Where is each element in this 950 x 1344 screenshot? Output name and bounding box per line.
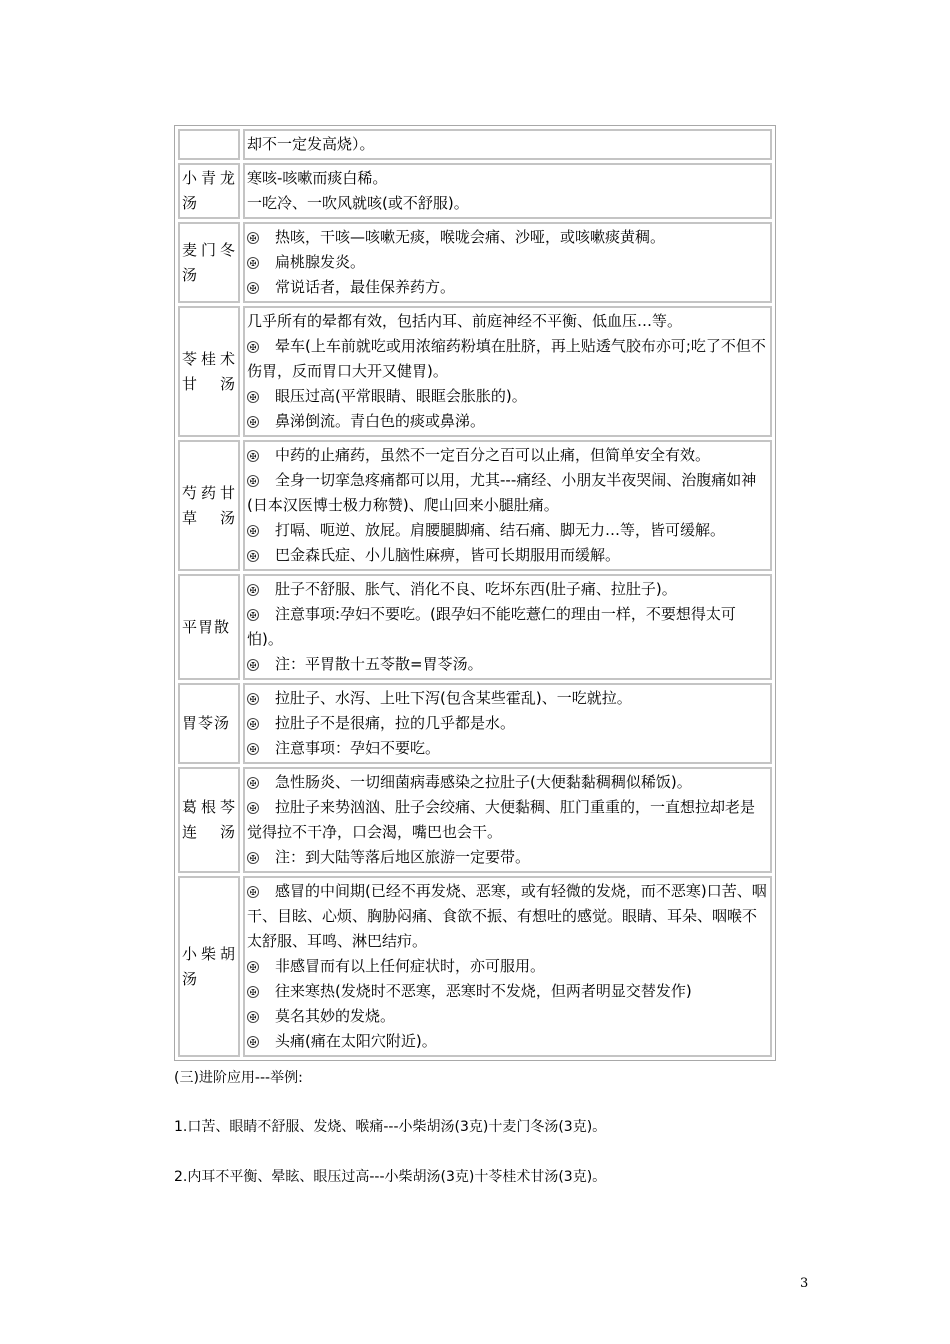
description-line: [247, 468, 768, 518]
description-text: 却不一定发高烧）。: [247, 135, 375, 153]
herb-name-cell: [178, 876, 240, 1057]
clock-bullet-icon: ✠: [247, 961, 259, 973]
description-line: [247, 711, 768, 736]
description-line: [247, 275, 768, 300]
description-line: [247, 879, 768, 954]
clock-bullet-icon: ✠: [247, 584, 259, 596]
herb-table-body: [178, 129, 772, 1057]
table-row: [178, 129, 772, 160]
description-line: [247, 686, 768, 711]
herb-name-cell: [178, 129, 240, 160]
description-text: 非感冒而有以上任何症状时，亦可服用。: [275, 957, 546, 975]
clock-bullet-icon: ✠: [247, 282, 259, 294]
description-line: [247, 954, 768, 979]
description-line: [247, 577, 768, 602]
description-text: 中药的止痛药，虽然不一定百分之百可以止痛，但简单安全有效。: [275, 446, 711, 464]
description-line: [247, 652, 768, 677]
description-text: 注：到大陆等落后地区旅游一定要带。: [275, 848, 531, 866]
description-line: [247, 736, 768, 761]
description-text: 打嗝、呃逆、放屁。肩腰腿脚痛、结石痛、脚无力…等，皆可缓解。: [275, 521, 726, 539]
clock-bullet-icon: ✠: [247, 886, 259, 898]
description-text: 注意事项:孕妇不要吃。(跟孕妇不能吃薏仁的理由一样，不要想得太可怕)。: [247, 605, 736, 648]
table-row: [178, 222, 772, 303]
table-row: [178, 574, 772, 680]
section-heading: (三)进阶应用---举例:: [174, 1070, 303, 1086]
description-line: [247, 770, 768, 795]
description-text: 扁桃腺发炎。: [275, 253, 366, 271]
description-line: [247, 225, 768, 250]
description-line: [247, 191, 768, 216]
herb-name: 小青龙汤: [182, 169, 236, 212]
description-text: 眼压过高(平常眼睛、眼眶会胀胀的)。: [275, 387, 527, 405]
description-line: [247, 543, 768, 568]
herb-description-cell: [243, 767, 772, 873]
description-text: 几乎所有的晕都有效，包括内耳、前庭神经不平衡、低血压…等。: [247, 312, 683, 330]
herb-name-cell: [178, 163, 240, 219]
description-text: 寒咳-咳嗽而痰白稀。: [247, 169, 388, 187]
clock-bullet-icon: ✠: [247, 802, 259, 814]
description-line: [247, 845, 768, 870]
description-line: [247, 334, 768, 384]
table-row: [178, 876, 772, 1057]
clock-bullet-icon: ✠: [247, 475, 259, 487]
clock-bullet-icon: ✠: [247, 743, 259, 755]
description-text: 晕车(上车前就吃或用浓缩药粉填在肚脐，再上贴透气胶布亦可;吃了不但不伤胃，反而胃口大开又健胃)。: [247, 337, 766, 380]
description-text: 莫名其妙的发烧。: [275, 1007, 396, 1025]
clock-bullet-icon: ✠: [247, 391, 259, 403]
clock-bullet-icon: ✠: [247, 1011, 259, 1023]
description-line: [247, 250, 768, 275]
description-text: 一吃冷、一吹风就咳(或不舒服)。: [247, 194, 469, 212]
herb-description-cell: [243, 683, 772, 764]
herb-name-cell: [178, 440, 240, 571]
clock-bullet-icon: ✠: [247, 232, 259, 244]
clock-bullet-icon: ✠: [247, 777, 259, 789]
description-line: [247, 166, 768, 191]
clock-bullet-icon: ✠: [247, 257, 259, 269]
herb-name-cell: [178, 574, 240, 680]
example-1: 1.口苦、眼睛不舒服、发烧、喉痛---小柴胡汤(3克)十麦门冬汤(3克)。: [174, 1119, 607, 1135]
description-text: 拉肚子来势汹汹、肚子会绞痛、大便黏稠、肛门重重的，一直想拉却老是觉得拉不干净，口会渴，嘴巴也会干。: [247, 798, 756, 841]
description-line: [247, 795, 768, 845]
herb-description-cell: [243, 440, 772, 571]
description-text: 拉肚子不是很痛，拉的几乎都是水。: [275, 714, 516, 732]
clock-bullet-icon: ✠: [247, 852, 259, 864]
clock-bullet-icon: ✠: [247, 450, 259, 462]
herb-name: 葛根芩连汤: [182, 798, 236, 841]
clock-bullet-icon: ✠: [247, 718, 259, 730]
herb-description-cell: [243, 222, 772, 303]
herb-description-cell: [243, 306, 772, 437]
description-text: 头痛(痛在太阳穴附近)。: [275, 1032, 437, 1050]
clock-bullet-icon: ✠: [247, 659, 259, 671]
clock-bullet-icon: ✠: [247, 1036, 259, 1048]
description-line: [247, 602, 768, 652]
clock-bullet-icon: ✠: [247, 986, 259, 998]
description-text: 急性肠炎、一切细菌病毒感染之拉肚子(大便黏黏稠稠似稀饭)。: [275, 773, 692, 791]
herb-description-cell: [243, 876, 772, 1057]
description-line: [247, 309, 768, 334]
herb-name-cell: [178, 767, 240, 873]
table-row: [178, 163, 772, 219]
herb-name: 苓桂术甘汤: [182, 349, 236, 393]
herb-name-cell: [178, 222, 240, 303]
description-line: [247, 409, 768, 434]
example-2: 2.内耳不平衡、晕眩、眼压过高---小柴胡汤(3克)十苓桂术甘汤(3克)。: [174, 1169, 607, 1185]
description-text: 肚子不舒服、胀气、消化不良、吃坏东西(肚子痛、拉肚子)。: [275, 580, 677, 598]
description-line: [247, 443, 768, 468]
herb-name: 胃苓汤: [182, 714, 231, 732]
clock-bullet-icon: ✠: [247, 550, 259, 562]
description-line: [247, 518, 768, 543]
herb-name: 小柴胡汤: [182, 944, 236, 988]
herb-description-cell: [243, 574, 772, 680]
description-line: [247, 1029, 768, 1054]
description-text: 往来寒热(发烧时不恶寒，恶寒时不发烧，但两者明显交替发作): [275, 982, 692, 1000]
description-text: 全身一切挛急疼痛都可以用，尤其---痛经、小朋友半夜哭闹、治腹痛如神(日本汉医博士极力称赞)、爬山回来小腿肚痛。: [247, 471, 757, 514]
description-line: [247, 1004, 768, 1029]
table-row: [178, 440, 772, 571]
clock-bullet-icon: ✠: [247, 609, 259, 621]
table-row: [178, 767, 772, 873]
herb-description-cell: [243, 163, 772, 219]
description-line: [247, 132, 768, 157]
clock-bullet-icon: ✠: [247, 693, 259, 705]
description-text: 注意事项：孕妇不要吃。: [275, 739, 441, 757]
description-text: 常说话者，最佳保养药方。: [275, 278, 456, 296]
clock-bullet-icon: ✠: [247, 525, 259, 537]
description-text: 鼻涕倒流。青白色的痰或鼻涕。: [275, 412, 486, 430]
herb-name: 芍药甘草汤: [182, 483, 236, 527]
herb-name-cell: [178, 683, 240, 764]
clock-bullet-icon: ✠: [247, 341, 259, 353]
herb-name-cell: [178, 306, 240, 437]
herb-name: 麦门冬汤: [182, 240, 236, 284]
description-text: 感冒的中间期(已经不再发烧、恶寒，或有轻微的发烧，而不恶寒)口苦、咽干、目眩、心烦、胸胁闷痛、食欲不振、有想吐的感觉。眼睛、耳朵、咽喉不太舒服、耳鸣、淋巴结疖。: [247, 882, 767, 950]
table-row: [178, 683, 772, 764]
description-text: 注：平胃散十五苓散=胃苓汤。: [275, 655, 483, 673]
description-line: [247, 384, 768, 409]
page-number: 3: [800, 1276, 809, 1291]
herb-name: 平胃散: [182, 617, 231, 636]
description-line: [247, 979, 768, 1004]
description-text: 拉肚子、水泻、上吐下泻(包含某些霍乱)、一吃就拉。: [275, 689, 632, 707]
description-text: 热咳，干咳—咳嗽无痰，喉咙会痛、沙哑，或咳嗽痰黄稠。: [275, 228, 666, 246]
clock-bullet-icon: ✠: [247, 416, 259, 428]
herb-description-cell: [243, 129, 772, 160]
herb-table: [174, 125, 776, 1061]
table-row: [178, 306, 772, 437]
description-text: 巴金森氏症、小儿脑性麻痹，皆可长期服用而缓解。: [275, 546, 621, 564]
